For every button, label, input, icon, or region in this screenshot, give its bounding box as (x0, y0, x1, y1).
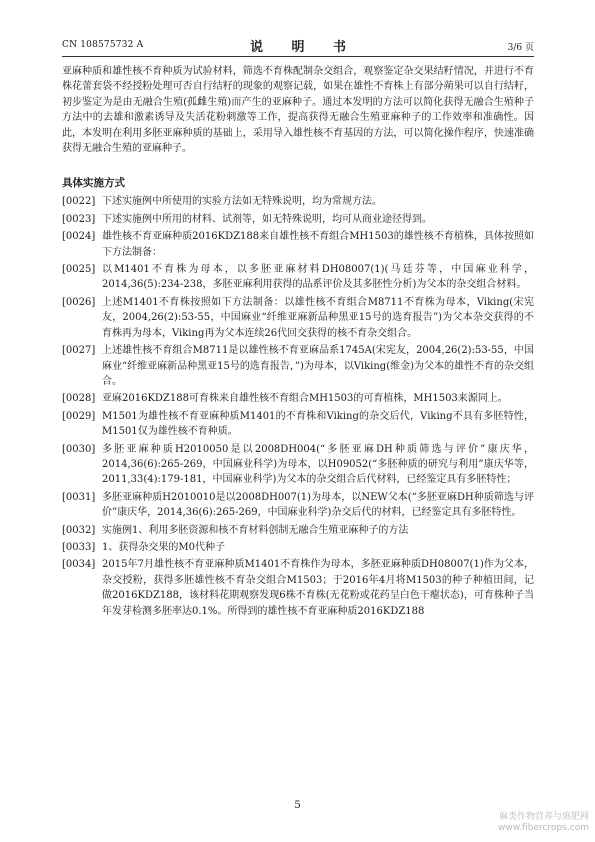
paragraph (62, 557, 534, 619)
watermark (498, 812, 589, 834)
paragraph (62, 229, 534, 260)
paragraph-text: 多胚亚麻种质H2010050是以2008DH004(“多胚亚麻DH种质筛选与评价”康庆华，2014,36(6):265-269，中国麻业科学)为母本，以H09052(“多胚种质的研究与利用”康庆华等，2011,33(4):179-181，中国麻业科学)为父本的杂交组合后代材料，已经鉴定具有多胚特性； (102, 443, 534, 486)
paragraph-number: [0027] (62, 345, 96, 357)
header-rule (62, 56, 534, 57)
paragraph-text: 多胚亚麻种质H2010010是以2008DH007(1)为母本，以NEW父本(“多胚亚麻DH种质筛选与评价”康庆华，2014,36(6):265-269，中国麻业科学)杂交后代的材料，已经鉴定具有多胚特性。 (102, 491, 534, 519)
paragraph-number: [0022] (62, 196, 96, 208)
paragraph-number: [0024] (62, 231, 96, 243)
paragraph-text: 雄性核不育亚麻种质2016KDZ188来自雄性核不育组合MH1503的雄性核不育植株，具体按照如下方法制备： (102, 231, 534, 258)
intro-paragraph: 亚麻种质和雄性核不育种质为试验材料，筛选不育株配制杂交组合，观察鉴定杂交果结籽情况，并进行不育株花蕾套袋不经授粉处理可否自行结籽的现象的观察记载，如果在雄性不育株上有部分蒴果可以自行结籽，初步鉴定为是由无融合生殖(孤雌生殖)而产生的亚麻种子。通过本发明的方法可以简化获得无融合生殖种子方法中的去雄和激素诱导及失活花粉刺激等工作，提高获得无融合生殖亚麻种子的工作效率和准确性。因此，本发明在利用多胚亚麻种质的基础上，采用导入雄性核不育基因的方法，可以简化操作程序，快速准确获得无融合生殖的亚麻种子。 (62, 66, 534, 155)
paragraph-number: [0029] (62, 410, 96, 422)
paragraph-number: [0026] (62, 296, 96, 308)
watermark-line-2: www.fibercrops.com (498, 823, 589, 833)
section-heading: 具体实施方式 (62, 177, 125, 190)
paragraph-text: 2015年7月雄性核不育亚麻种质M1401不育株作为母本，多胚亚麻种质DH08007(1)作为父本，杂交授粉，获得多胚雄性核不育杂交组合M1503；于2016年4月将M1503的种子种植田间，记做2016KDZ188，该材料花期观察发现6株不育株(无花粉或花药呈白色干瘪状态)，可育株种子当年发芽检测多胚率达0.1%。所得到的雄性核不育亚麻种质2016KDZ188 (102, 559, 534, 617)
paragraph-number: [0033] (62, 541, 96, 553)
paragraph (62, 212, 534, 227)
page-count: 3/6 页 (507, 43, 534, 53)
page-header (62, 36, 534, 55)
paragraph (62, 442, 534, 488)
patent-number: CN 108575732 A (62, 40, 144, 50)
paragraph (62, 391, 534, 406)
paragraph-text: 以M1401不育株为母本，以多胚亚麻材料DH08007(1)(马廷芬等，中国麻业科学，2014,36(5):234-238，多胚亚麻利用获得的品系评价及其多胚性分析)为父本的杂交组合材料。 (102, 264, 534, 291)
paragraph (62, 295, 534, 341)
paragraph-text: 下述实施例中所使用的实验方法如无特殊说明，均为常规方法。 (102, 196, 382, 208)
paragraph-number: [0023] (62, 213, 96, 225)
paragraph-text: 上述M1401不育株按照如下方法制备：以雄性核不育组合M8711不育株为母本，Viking(宋宪友，2004,26(2):53-55，中国麻业“纤维亚麻新品种黑亚15号的选育报告”)为父本杂交获得的不育株再为母本，Viking再为父本连续26代回交获得的核不育杂交组合。 (102, 296, 534, 339)
paragraph-text: 上述雄性核不育组合M8711是以雄性核不育亚麻品系1745A(宋宪友，2004,26(2):53-55，中国麻业“纤维亚麻新品种黑亚15号的选育报告，”)为母本，以Viking(维金)为父本的雄性不育的杂交组合。 (102, 345, 534, 387)
paragraph-number: [0032] (62, 524, 96, 536)
paragraph-list (62, 194, 534, 619)
paragraph (62, 343, 534, 389)
paragraph (62, 523, 534, 538)
page-number: 5 (294, 800, 301, 811)
paragraph (62, 262, 534, 293)
document-title: 说 明 书 (249, 40, 359, 55)
paragraph-number: [0025] (62, 264, 96, 276)
paragraph-text: 亚麻2016KDZ188可育株来自雄性核不育组合MH1503的可育植株，MH1503来源同上。 (102, 393, 508, 405)
paragraph-number: [0034] (62, 559, 96, 571)
paragraph-number: [0030] (62, 443, 96, 455)
paragraph-text: M1501为雄性核不育亚麻种质M1401的不育株和Viking的杂交后代，Viking不具有多胚特性，M1501仅为雄性核不育种质。 (102, 410, 534, 438)
paragraph (62, 409, 534, 440)
document-body (62, 64, 534, 621)
paragraph (62, 540, 534, 555)
paragraph (62, 490, 534, 521)
paragraph-number: [0028] (62, 393, 96, 405)
paragraph (62, 194, 534, 209)
watermark-line-1: 麻类作物营养与施肥网 (498, 812, 589, 822)
paragraph-number: [0031] (62, 491, 96, 503)
paragraph-text: 下述实施例中所用的材料、试剂等，如无特殊说明，均可从商业途径得到。 (102, 213, 432, 225)
paragraph-text: 1、获得杂交果的M0代种子 (102, 541, 225, 553)
paragraph-text: 实施例1、利用多胚资源和核不育材料创制无融合生殖亚麻种子的方法 (102, 524, 409, 536)
